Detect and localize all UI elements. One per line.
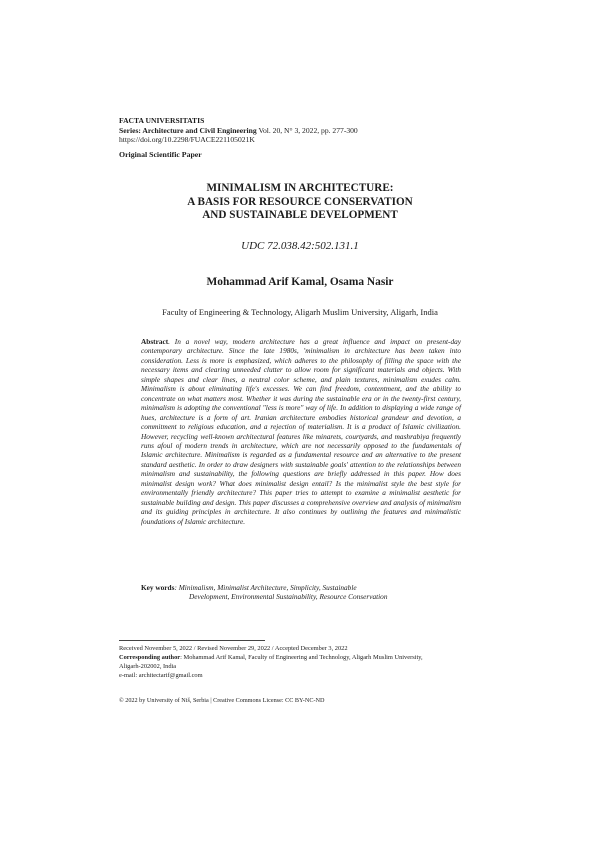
journal-name: FACTA UNIVERSITATIS	[119, 116, 205, 125]
corresponding-text: : Mohammad Arif Kamal, Faculty of Engineering and Technology, Aligarh Muslim University,	[180, 653, 423, 661]
abstract	[141, 337, 461, 526]
corresponding-address: Aligarh-202002, India	[119, 662, 177, 670]
title-line: A BASIS FOR RESOURCE CONSERVATION	[187, 195, 413, 208]
keywords	[141, 583, 461, 602]
footnote	[119, 645, 489, 681]
keywords-label: Key words	[141, 583, 175, 592]
journal-header	[119, 116, 499, 145]
copyright-line: © 2022 by University of Niš, Serbia | Creative Commons License: CC BY-NC-ND	[119, 697, 325, 704]
journal-series: Series: Architecture and Civil Engineering	[119, 125, 257, 135]
keywords-line-2: Development, Environmental Sustainability, Resource Conservation	[189, 592, 388, 602]
title-line: AND SUSTAINABLE DEVELOPMENT	[202, 209, 398, 222]
affiliation: Faculty of Engineering & Technology, Aligarh Muslim University, Aligarh, India	[162, 307, 438, 317]
title-line: MINIMALISM IN ARCHITECTURE:	[206, 182, 394, 194]
keywords-line-1: : Minimalism, Minimalist Architecture, Simplicity, Sustainable	[174, 583, 357, 592]
abstract-label: Abstract	[141, 337, 169, 346]
paper-title	[100, 182, 500, 223]
corresponding-label: Corresponding author	[119, 653, 181, 661]
udc-code: UDC 72.038.42:502.131.1	[241, 240, 359, 252]
footnote-divider	[119, 640, 265, 641]
received-dates: Received November 5, 2022 / Revised November 29, 2022 / Accepted December 3, 2022	[119, 645, 348, 652]
journal-doi[interactable]: https://doi.org/10.2298/FUACE221105021K	[119, 135, 255, 145]
paper-type: Original Scientific Paper	[119, 150, 202, 159]
abstract-text: . In a novel way, modern architecture has a great influence and impact on present-day contemporary architecture. Since the late 1980s, 'minimalism in architecture has been taken into consideration. Less is more is emphasized, which adheres to the philosophy of filling the space with the necessary items and clearing unneeded clutter to allow room for significant materials and objects. With simple shapes and clear lines, a neutral color scheme, and plain textures, minimalism exudes calm. Minimalism is about eliminating life's excesses. We can find freedom, contentment, and the ability to concentrate on what matters most. Whether it was during the sustainable era or in the twenty-first century, minimalism is adopting the conventional "less is more" way of life. In addition to displaying a wide range of hues, architecture is a form of art. Iranian architecture embodies historical grandeur and devotion, a commitment to religious education, and a rejection of materialism. It is a product of Islamic civilization. However, recycling well-known architectural features like minarets, courtyards, and mashrabiya frequently runs afoul of modern trends in architecture, which are not necessarily opposed to the fundamentals of Islamic architecture. Minimalism is regarded as a fundamental resource and an alternative to the present standard aesthetic. In order to draw designers with sustainable goals' attention to the relationships between minimalism and sustainability, the following questions are briefly addressed in this paper. How does minimalist design work? What does minimalist design entail? Is the minimalist style the best style for environmentally friendly architecture? This paper tries to attempt to examine a minimalist aesthetic for sustainable building and design. This paper discusses a comprehensive overview and analysis of minimalism and its guiding principles in architecture. It also continues by outlining the features and minimalistic foundations of Islamic architecture.	[141, 337, 461, 526]
corresponding-email[interactable]: e-mail: architectarif@gmail.com	[119, 671, 203, 679]
journal-volume: Vol. 20, N° 3, 2022, pp. 277-300	[258, 125, 358, 135]
authors: Mohammad Arif Kamal, Osama Nasir	[206, 276, 394, 288]
journal-series-line	[119, 126, 358, 135]
